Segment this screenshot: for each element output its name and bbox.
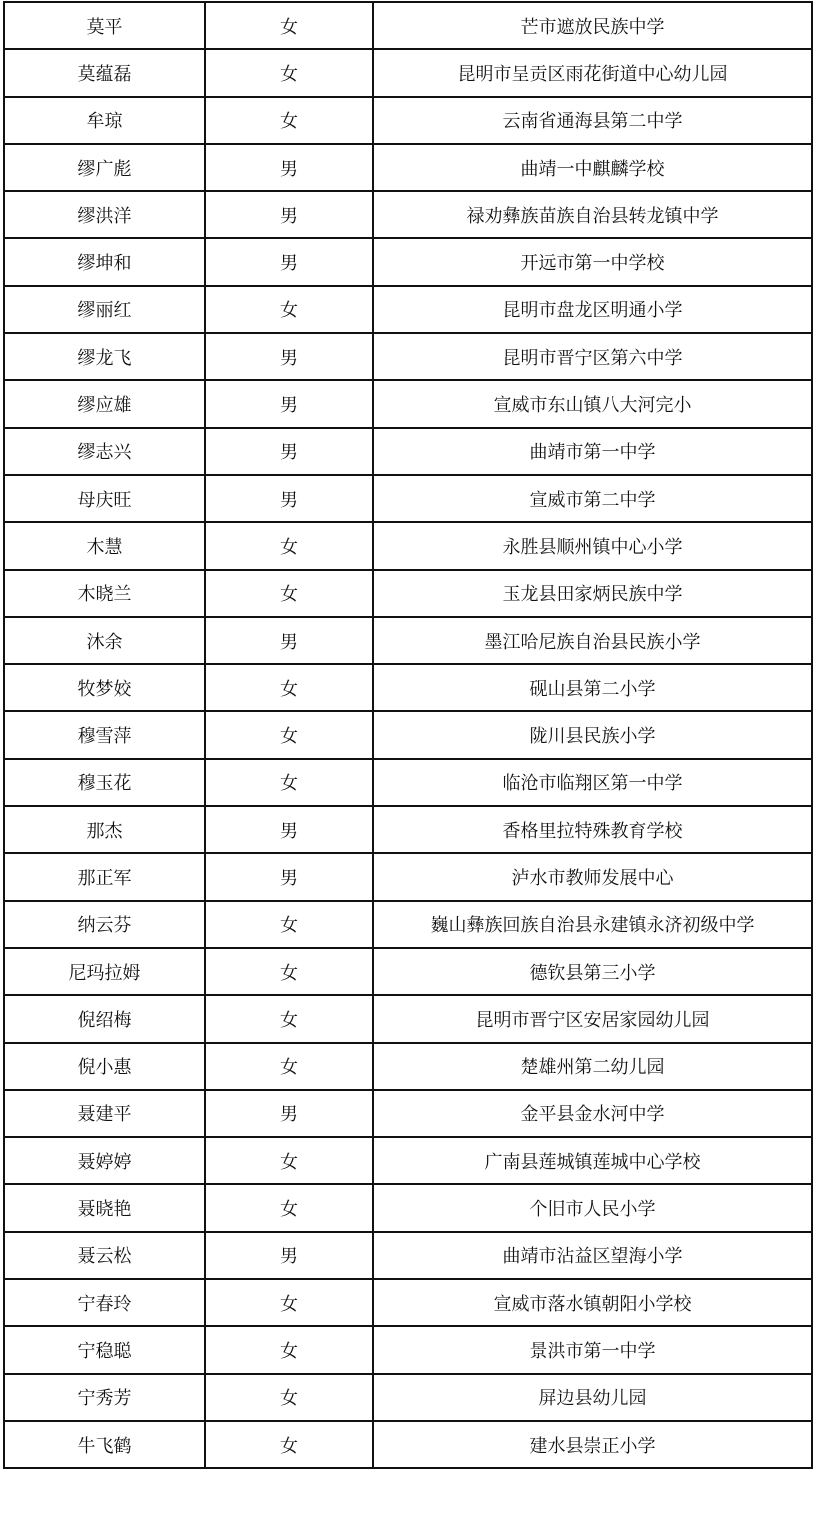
table-row <box>4 806 812 853</box>
gender-cell: 女 <box>205 759 373 806</box>
name-cell: 莫蕴磊 <box>4 49 205 96</box>
table-row <box>4 1421 812 1468</box>
name-cell: 聂晓艳 <box>4 1184 205 1231</box>
name-cell: 宁秀芳 <box>4 1374 205 1421</box>
name-cell: 聂建平 <box>4 1090 205 1137</box>
name-cell: 沐余 <box>4 617 205 664</box>
table-row <box>4 1090 812 1137</box>
gender-cell: 男 <box>205 238 373 285</box>
table-row <box>4 948 812 995</box>
school-cell: 广南县莲城镇莲城中心学校 <box>373 1137 812 1184</box>
school-cell: 宣威市落水镇朝阳小学校 <box>373 1279 812 1326</box>
table-row <box>4 570 812 617</box>
name-cell: 穆雪萍 <box>4 711 205 758</box>
gender-cell: 女 <box>205 2 373 49</box>
table-row <box>4 97 812 144</box>
name-cell: 倪绍梅 <box>4 995 205 1042</box>
table-row <box>4 191 812 238</box>
gender-cell: 女 <box>205 1043 373 1090</box>
name-cell: 缪志兴 <box>4 428 205 475</box>
table-row <box>4 853 812 900</box>
roster-table <box>3 1 813 1469</box>
gender-cell: 男 <box>205 853 373 900</box>
school-cell: 个旧市人民小学 <box>373 1184 812 1231</box>
school-cell: 曲靖市沾益区望海小学 <box>373 1232 812 1279</box>
name-cell: 木慧 <box>4 522 205 569</box>
table-row <box>4 49 812 96</box>
name-cell: 倪小惠 <box>4 1043 205 1090</box>
roster-table-body <box>4 2 812 1468</box>
school-cell: 临沧市临翔区第一中学 <box>373 759 812 806</box>
name-cell: 聂婷婷 <box>4 1137 205 1184</box>
school-cell: 昆明市呈贡区雨花街道中心幼儿园 <box>373 49 812 96</box>
table-row <box>4 333 812 380</box>
table-row <box>4 2 812 49</box>
table-row <box>4 286 812 333</box>
table-row <box>4 1043 812 1090</box>
name-cell: 穆玉花 <box>4 759 205 806</box>
name-cell: 尼玛拉姆 <box>4 948 205 995</box>
school-cell: 开远市第一中学校 <box>373 238 812 285</box>
name-cell: 聂云松 <box>4 1232 205 1279</box>
school-cell: 昆明市盘龙区明通小学 <box>373 286 812 333</box>
gender-cell: 女 <box>205 1279 373 1326</box>
school-cell: 宣威市东山镇八大河完小 <box>373 380 812 427</box>
name-cell: 纳云芬 <box>4 901 205 948</box>
table-row <box>4 664 812 711</box>
table-row <box>4 238 812 285</box>
school-cell: 泸水市教师发展中心 <box>373 853 812 900</box>
table-row <box>4 428 812 475</box>
school-cell: 陇川县民族小学 <box>373 711 812 758</box>
gender-cell: 男 <box>205 333 373 380</box>
table-row <box>4 1279 812 1326</box>
name-cell: 缪坤和 <box>4 238 205 285</box>
school-cell: 曲靖一中麒麟学校 <box>373 144 812 191</box>
table-row <box>4 759 812 806</box>
gender-cell: 男 <box>205 475 373 522</box>
table-row <box>4 380 812 427</box>
gender-cell: 女 <box>205 1326 373 1373</box>
name-cell: 那正军 <box>4 853 205 900</box>
name-cell: 牧梦姣 <box>4 664 205 711</box>
school-cell: 禄劝彝族苗族自治县转龙镇中学 <box>373 191 812 238</box>
name-cell: 那杰 <box>4 806 205 853</box>
gender-cell: 男 <box>205 144 373 191</box>
school-cell: 芒市遮放民族中学 <box>373 2 812 49</box>
gender-cell: 女 <box>205 711 373 758</box>
gender-cell: 男 <box>205 806 373 853</box>
gender-cell: 男 <box>205 1090 373 1137</box>
table-row <box>4 1184 812 1231</box>
table-row <box>4 711 812 758</box>
school-cell: 玉龙县田家炳民族中学 <box>373 570 812 617</box>
gender-cell: 女 <box>205 522 373 569</box>
table-row <box>4 1374 812 1421</box>
school-cell: 云南省通海县第二中学 <box>373 97 812 144</box>
school-cell: 昆明市晋宁区安居家园幼儿园 <box>373 995 812 1042</box>
school-cell: 巍山彝族回族自治县永建镇永济初级中学 <box>373 901 812 948</box>
school-cell: 景洪市第一中学 <box>373 1326 812 1373</box>
name-cell: 牛飞鹤 <box>4 1421 205 1468</box>
school-cell: 香格里拉特殊教育学校 <box>373 806 812 853</box>
gender-cell: 男 <box>205 617 373 664</box>
school-cell: 砚山县第二小学 <box>373 664 812 711</box>
name-cell: 缪洪洋 <box>4 191 205 238</box>
gender-cell: 女 <box>205 1421 373 1468</box>
gender-cell: 男 <box>205 1232 373 1279</box>
gender-cell: 男 <box>205 380 373 427</box>
table-row <box>4 522 812 569</box>
name-cell: 宁春玲 <box>4 1279 205 1326</box>
gender-cell: 女 <box>205 1184 373 1231</box>
school-cell: 永胜县顺州镇中心小学 <box>373 522 812 569</box>
table-row <box>4 901 812 948</box>
gender-cell: 女 <box>205 570 373 617</box>
table-row <box>4 1137 812 1184</box>
name-cell: 缪应雄 <box>4 380 205 427</box>
school-cell: 墨江哈尼族自治县民族小学 <box>373 617 812 664</box>
table-row <box>4 475 812 522</box>
school-cell: 楚雄州第二幼儿园 <box>373 1043 812 1090</box>
school-cell: 昆明市晋宁区第六中学 <box>373 333 812 380</box>
table-row <box>4 1326 812 1373</box>
gender-cell: 女 <box>205 286 373 333</box>
table-row <box>4 995 812 1042</box>
name-cell: 宁稳聪 <box>4 1326 205 1373</box>
gender-cell: 女 <box>205 49 373 96</box>
gender-cell: 女 <box>205 97 373 144</box>
gender-cell: 男 <box>205 428 373 475</box>
name-cell: 母庆旺 <box>4 475 205 522</box>
name-cell: 莫平 <box>4 2 205 49</box>
gender-cell: 男 <box>205 191 373 238</box>
name-cell: 缪丽红 <box>4 286 205 333</box>
gender-cell: 女 <box>205 901 373 948</box>
gender-cell: 女 <box>205 664 373 711</box>
name-cell: 牟琼 <box>4 97 205 144</box>
name-cell: 缪龙飞 <box>4 333 205 380</box>
gender-cell: 女 <box>205 1374 373 1421</box>
gender-cell: 女 <box>205 995 373 1042</box>
school-cell: 金平县金水河中学 <box>373 1090 812 1137</box>
gender-cell: 女 <box>205 1137 373 1184</box>
school-cell: 德钦县第三小学 <box>373 948 812 995</box>
school-cell: 曲靖市第一中学 <box>373 428 812 475</box>
name-cell: 缪广彪 <box>4 144 205 191</box>
table-row <box>4 1232 812 1279</box>
school-cell: 宣威市第二中学 <box>373 475 812 522</box>
school-cell: 屏边县幼儿园 <box>373 1374 812 1421</box>
table-row <box>4 144 812 191</box>
table-row <box>4 617 812 664</box>
school-cell: 建水县崇正小学 <box>373 1421 812 1468</box>
name-cell: 木晓兰 <box>4 570 205 617</box>
gender-cell: 女 <box>205 948 373 995</box>
